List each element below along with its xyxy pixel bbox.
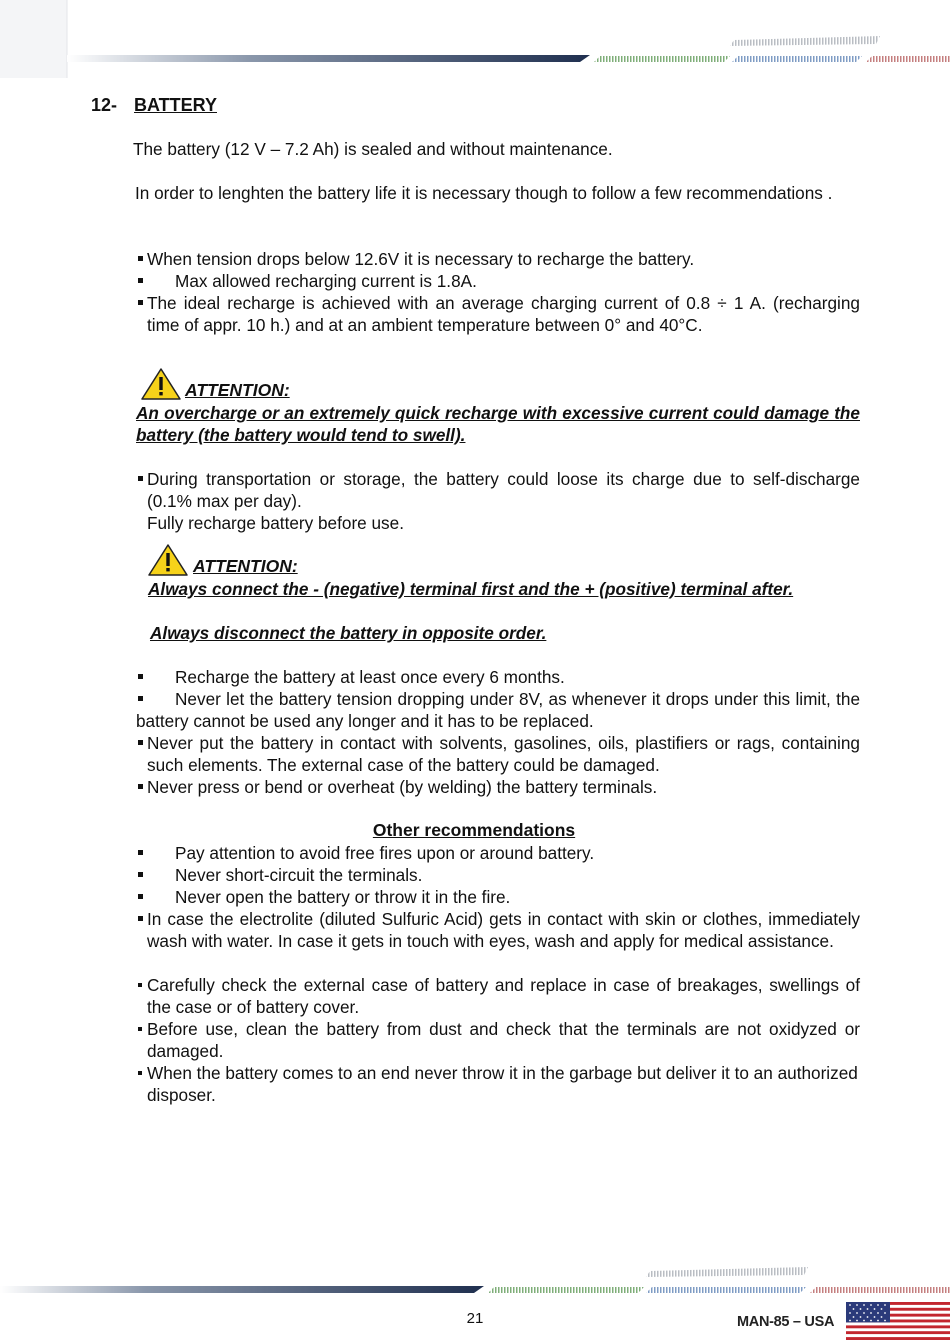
warning-triangle-icon <box>147 543 189 577</box>
bullet-square-icon <box>138 850 143 855</box>
section-heading <box>91 95 217 116</box>
list-item: Max allowed recharging current is 1.8A. <box>136 270 860 292</box>
document-code: MAN-85 – USA <box>737 1314 835 1330</box>
other-recommendations-title: Other recommendations <box>372 820 576 840</box>
transport-note: Fully recharge battery before use. <box>147 513 404 533</box>
bullet-square-icon <box>138 1027 142 1031</box>
list-item: Never let the battery tension dropping under 8V, as whenever it drops under this limit, the battery cannot be used any longer and it has to be replaced. <box>136 689 860 731</box>
intro-paragraph: The battery (12 V – 7.2 Ah) is sealed and without maintenance. <box>133 139 613 159</box>
attention-text: Always connect the - (negative) terminal first and the + (positive) terminal after. <box>148 579 794 599</box>
bullet-square-icon <box>138 894 143 899</box>
attention-text: Always disconnect the battery in opposite order. <box>150 623 547 643</box>
page-number: 21 <box>466 1310 484 1327</box>
list-item: The ideal recharge is achieved with an average charging current of 0.8 ÷ 1 A. (recharging time of appr. 10 h.) and at an ambient temperature between 0° and 40°C. <box>136 292 860 336</box>
warning-triangle-icon <box>140 367 182 401</box>
bullet-square-icon <box>138 740 143 745</box>
list-item: Before use, clean the battery from dust and check that the terminals are not oxidyzed or damaged. <box>136 1018 860 1062</box>
list-item: Recharge the battery at least once every 6 months. <box>136 666 860 688</box>
list-item: During transportation or storage, the battery could loose its charge due to self-discharge (0.1% max per day). <box>136 468 860 512</box>
bullet-square-icon <box>138 1071 142 1075</box>
list-item: Never short-circuit the terminals. <box>136 864 860 886</box>
bullet-square-icon <box>138 784 143 789</box>
recommend-intro-paragraph: In order to lenghten the battery life it is necessary though to follow a few recommendations . <box>135 183 833 203</box>
list-item: When tension drops below 12.6V it is necessary to recharge the battery. <box>136 248 860 270</box>
bullet-square-icon <box>138 696 143 701</box>
attention-text: An overcharge or an extremely quick recharge with excessive current could damage the battery (the battery would tend to swell). <box>136 403 860 445</box>
bullet-square-icon <box>138 300 143 305</box>
bullet-square-icon <box>138 983 142 987</box>
header-band <box>0 0 950 80</box>
list-item: Never put the battery in contact with solvents, gasolines, oils, plastifiers or rags, containing such elements. The external case of the battery could be damaged. <box>136 732 860 776</box>
bullet-square-icon <box>138 476 143 481</box>
section-title: BATTERY <box>134 95 217 115</box>
bullet-square-icon <box>138 916 143 921</box>
bullet-square-icon <box>138 256 143 261</box>
attention-title: ATTENTION: <box>185 380 290 400</box>
us-flag-icon <box>846 1302 950 1340</box>
list-item: In case the electrolite (diluted Sulfuric Acid) gets in contact with skin or clothes, immediately wash with water. In case it gets in touch with eyes, wash and apply for medical assistance. <box>136 908 860 952</box>
list-item: Never open the battery or throw it in the fire. <box>136 886 860 908</box>
list-item: Carefully check the external case of battery and replace in case of breakages, swellings of the case or of battery cover. <box>136 974 860 1018</box>
section-number: 12- <box>91 95 118 115</box>
bullet-square-icon <box>138 674 143 679</box>
list-item: When the battery comes to an end never throw it in the garbage but deliver it to an authorized disposer. <box>136 1062 860 1106</box>
bullet-square-icon <box>138 278 143 283</box>
list-item: Pay attention to avoid free fires upon or around battery. <box>136 842 860 864</box>
list-item: Never press or bend or overheat (by welding) the battery terminals. <box>136 776 860 798</box>
bullet-square-icon <box>138 872 143 877</box>
attention-title: ATTENTION: <box>193 556 298 576</box>
footer-band <box>0 1255 950 1300</box>
